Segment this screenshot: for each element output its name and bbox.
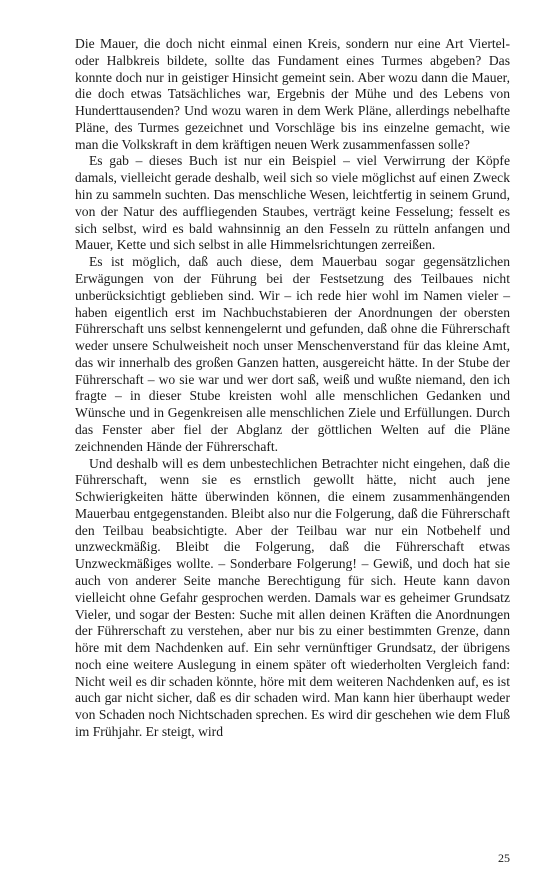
paragraph-1: Die Mauer, die doch nicht einmal einen Kreis, sondern nur eine Art Viertel- oder Halbkreis bildete, sollte das Fundament eines Turmes abgeben? Das konnte doch nur in geistiger Hinsicht gemeint sein. Aber wozu dann die Mauer, die doch etwas Tatsächliches war, Ergebnis der Mühe und des Lebens von Hunderttausenden? Und wozu waren in dem Werk Pläne, allerdings nebelhafte Pläne, des Turmes gezeichnet und Vorschläge bis ins einzelne gemacht, wie man die Volkskraft in dem kräftigen neuen Werk zusammenfassen solle? bbox=[75, 36, 510, 152]
paragraph-2: Es gab – dieses Buch ist nur ein Beispiel – viel Verwirrung der Köpfe damals, vielleicht gerade deshalb, weil sich so viele möglichst auf einen Zweck hin zu sammeln suchten. Das menschliche Wesen, leichtfertig in seinem Grund, von der Natur des auffliegenden Staubes, verträgt keine Fesselung; fesselt es sich selbst, wird es bald wahnsinnig an den Fesseln zu rütteln anfangen und Mauer, Kette und sich selbst in alle Himmelsrichtungen zerreißen. bbox=[75, 153, 510, 253]
paragraph-4: Und deshalb will es dem unbestechlichen Betrachter nicht eingehen, daß die Führerschaft, wenn sie es ernstlich gewollt hätte, nicht auch jene Schwierigkeiten hätte überwinden können, die einem zusammenhängenden Mauerbau entgegenstanden. Bleibt also nur die Folgerung, daß die Führerschaft den Teilbau beabsichtigte. Aber der Teilbau war nur ein Notbehelf und unzweckmäßig. Bleibt die Folgerung, daß die Führerschaft etwas Unzweckmäßiges wollte. – Sonderbare Folgerung! – Gewiß, und doch hat sie auch von anderer Seite manche Berechtigung für sich. Heute kann davon vielleicht ohne Gefahr gesprochen werden. Damals war es geheimer Grundsatz Vieler, und sogar der Besten: Suche mit allen deinen Kräften die Anordnungen der Führerschaft zu verstehen, aber nur bis zu einer bestimmten Grenze, dann höre mit dem Nachdenken auf. Ein sehr vernünftiger Grundsatz, der übrigens noch eine weitere Auslegung in einem später oft wiederholten Vergleich fand: Nicht weil es dir schaden könnte, höre mit dem weiteren Nachdenken auf, es ist auch gar nicht sicher, daß es dir schaden wird. Man kann hier überhaupt weder von Schaden noch Nichtschaden sprechen. Es wird dir geschehen wie dem Fluß im Frühjahr. Er steigt, wird bbox=[75, 455, 510, 740]
page-number: 25 bbox=[498, 851, 510, 865]
body-text bbox=[75, 36, 510, 741]
paragraph-3: Es ist möglich, daß auch diese, dem Mauerbau sogar gegensätzlichen Erwägungen von der Führung bei der Festsetzung des Teilbaues nicht unberücksichtigt geblieben sind. Wir – ich rede hier wohl im Namen vieler – haben eigentlich erst im Nachbuchstabieren der Anordnungen der obersten Führerschaft uns selbst kennengelernt und gefunden, daß ohne die Führerschaft weder unsere Schulweisheit noch unser Menschenverstand für das kleine Amt, das wir innerhalb des großen Ganzen hatten, ausgereicht hätte. In der Stube der Führerschaft – wo sie war und wer dort saß, weiß und wußte niemand, den ich fragte – in dieser Stube kreisten wohl alle menschlichen Gedanken und Wünsche und in Gegenkreisen alle menschlichen Ziele und Erfüllungen. Durch das Fenster aber fiel der Abglanz der göttlichen Welten auf die Pläne zeichnenden Hände der Führerschaft. bbox=[75, 254, 510, 454]
